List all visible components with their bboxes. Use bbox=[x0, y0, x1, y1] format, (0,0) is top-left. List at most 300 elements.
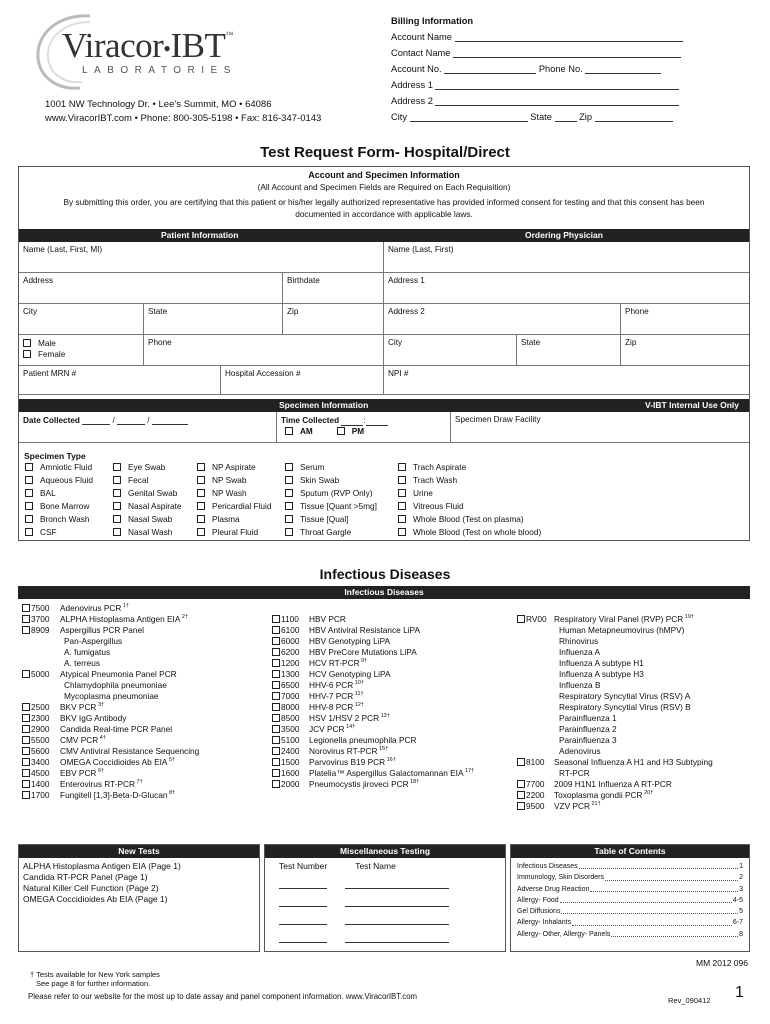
internal-use-header: V-IBT Internal Use Only bbox=[645, 400, 739, 410]
toc-name: Infectious Diseases bbox=[517, 863, 578, 870]
test-code: 5000 bbox=[31, 669, 50, 679]
test-item bbox=[272, 735, 474, 746]
test-name: HSV 1/HSV 2 PCR bbox=[309, 713, 380, 723]
specimen-checkbox[interactable] bbox=[285, 463, 293, 471]
consent-line1: By submitting this order, you are certifying that this patient or his/her legally authorized representative has provided informed consent for testing and that this consent has been bbox=[63, 197, 705, 207]
address2-field[interactable] bbox=[435, 96, 679, 106]
city-field[interactable] bbox=[410, 112, 528, 122]
specimen-checkbox[interactable] bbox=[197, 502, 205, 510]
test-footnote: 10† bbox=[353, 680, 364, 687]
test-code: 1400 bbox=[31, 779, 50, 789]
toc-item bbox=[517, 895, 743, 906]
test-checkbox[interactable] bbox=[22, 758, 30, 766]
misc-test-name-field[interactable] bbox=[345, 915, 449, 925]
specimen-type-item bbox=[113, 487, 182, 500]
test-checkbox[interactable] bbox=[272, 615, 280, 623]
account-specimen-box bbox=[18, 166, 750, 541]
test-checkbox[interactable] bbox=[22, 725, 30, 733]
physician-phone-field[interactable] bbox=[621, 304, 749, 335]
specimen-type-label: Serum bbox=[300, 462, 325, 472]
patient-phone-label: Phone bbox=[148, 338, 172, 347]
patient-name-field[interactable] bbox=[19, 242, 384, 273]
specimen-type-item bbox=[113, 461, 182, 474]
specimen-type-label: BAL bbox=[40, 488, 56, 498]
infectious-title: Infectious Diseases bbox=[319, 566, 451, 582]
page-number: 1 bbox=[735, 984, 744, 1001]
specimen-type-item bbox=[113, 526, 182, 539]
test-item bbox=[272, 680, 474, 691]
birthdate-label: Birthdate bbox=[287, 276, 320, 285]
test-name: Parainfluenza 2 bbox=[559, 724, 617, 734]
test-name: HHV-8 PCR bbox=[309, 702, 354, 712]
specimen-type-item bbox=[398, 487, 541, 500]
toc-name: Gel Diffusions bbox=[517, 908, 561, 916]
specimen-checkbox[interactable] bbox=[285, 502, 293, 510]
test-footnote: 13† bbox=[379, 713, 390, 720]
specimen-type-item bbox=[285, 500, 377, 513]
test-item bbox=[272, 779, 474, 790]
test-code: 6000 bbox=[281, 636, 300, 646]
test-name: JCV PCR bbox=[309, 724, 345, 734]
test-checkbox[interactable] bbox=[517, 615, 525, 623]
test-checkbox[interactable] bbox=[22, 780, 30, 788]
test-checkbox[interactable] bbox=[272, 637, 280, 645]
test-item bbox=[22, 614, 199, 625]
physician-name-label: Name (Last, First) bbox=[388, 245, 454, 254]
test-footnote: 17† bbox=[463, 768, 475, 775]
specimen-type-label: Eye Swab bbox=[128, 462, 166, 472]
specimen-type-item bbox=[285, 461, 377, 474]
draw-facility-label: Specimen Draw Facility bbox=[455, 415, 541, 424]
specimen-type-item bbox=[25, 526, 93, 539]
test-checkbox[interactable] bbox=[272, 692, 280, 700]
test-item bbox=[272, 724, 474, 735]
specimen-checkbox[interactable] bbox=[398, 476, 406, 484]
test-checkbox[interactable] bbox=[272, 714, 280, 722]
specimen-type-item bbox=[197, 487, 271, 500]
test-checkbox[interactable] bbox=[22, 604, 30, 612]
test-code: 2500 bbox=[31, 702, 50, 712]
patient-city-label: City bbox=[23, 307, 38, 316]
logo bbox=[28, 12, 278, 92]
address1-label: Address 1 bbox=[391, 80, 433, 90]
physician-address2-label: Address 2 bbox=[388, 307, 425, 316]
patient-zip-label: Zip bbox=[287, 307, 299, 316]
specimen-type-label: Trach Aspirate bbox=[413, 462, 467, 472]
infectious-col1 bbox=[22, 603, 199, 801]
misc-test-name-field[interactable] bbox=[345, 879, 449, 889]
patient-state-field[interactable] bbox=[144, 304, 283, 335]
test-checkbox[interactable] bbox=[272, 747, 280, 755]
specimen-type-label: NP Aspirate bbox=[212, 462, 256, 472]
female-label: Female bbox=[38, 350, 66, 359]
test-name: VZV PCR bbox=[554, 801, 590, 811]
patient-city-field[interactable] bbox=[19, 304, 144, 335]
time-collected-field[interactable]: Time Collected : AM PM bbox=[277, 412, 451, 443]
test-item bbox=[517, 735, 713, 746]
toc-dots bbox=[605, 872, 738, 880]
logo-main: Viracor bbox=[62, 26, 164, 65]
test-name: Parvovirus B19 PCR bbox=[309, 757, 386, 767]
test-checkbox[interactable] bbox=[517, 780, 525, 788]
patient-state-label: State bbox=[148, 307, 168, 316]
test-code: 8100 bbox=[526, 757, 545, 767]
patient-phone-field[interactable] bbox=[144, 335, 384, 366]
test-checkbox[interactable] bbox=[272, 626, 280, 634]
specimen-checkbox[interactable] bbox=[197, 489, 205, 497]
specimen-type-item bbox=[197, 513, 271, 526]
misc-entry-row bbox=[279, 889, 505, 907]
new-test-item: Natural Killer Cell Function (Page 2) bbox=[23, 883, 159, 893]
specimen-checkbox[interactable] bbox=[25, 463, 33, 471]
test-item bbox=[517, 680, 713, 691]
test-code: 3400 bbox=[31, 757, 50, 767]
test-checkbox[interactable] bbox=[22, 626, 30, 634]
toc-dots bbox=[572, 917, 732, 925]
test-name: Pan-Aspergillus bbox=[64, 636, 123, 646]
specimen-checkbox[interactable] bbox=[113, 489, 121, 497]
address2-label: Address 2 bbox=[391, 96, 433, 106]
test-footnote: 1† bbox=[121, 603, 129, 610]
test-checkbox[interactable] bbox=[272, 670, 280, 678]
test-code: 1200 bbox=[281, 658, 300, 668]
test-item bbox=[22, 603, 199, 614]
test-name: Influenza B bbox=[559, 680, 601, 690]
toc-page: 1 bbox=[739, 863, 743, 870]
physician-zip-field[interactable] bbox=[621, 335, 749, 366]
specimen-checkbox[interactable] bbox=[398, 489, 406, 497]
misc-entry-row bbox=[279, 925, 505, 943]
test-item bbox=[272, 702, 474, 713]
toc-page: 3 bbox=[739, 885, 743, 893]
test-checkbox[interactable] bbox=[272, 780, 280, 788]
specimen-type-label: Bronch Wash bbox=[40, 514, 90, 524]
specimen-type-item bbox=[285, 474, 377, 487]
test-name: Parainfluenza 1 bbox=[559, 713, 617, 723]
sex-field bbox=[19, 335, 144, 366]
test-item bbox=[517, 658, 713, 669]
test-footnote: 5† bbox=[167, 757, 176, 764]
specimen-type-label: Tissue [Qual] bbox=[300, 514, 349, 524]
specimen-checkbox[interactable] bbox=[113, 476, 121, 484]
test-code: 8909 bbox=[31, 625, 50, 635]
test-checkbox[interactable] bbox=[22, 791, 30, 799]
toc-name: Adverse Drug Reaction bbox=[517, 885, 590, 893]
specimen-checkbox[interactable] bbox=[25, 489, 33, 497]
misc-entry-row bbox=[279, 907, 505, 925]
test-checkbox[interactable] bbox=[272, 736, 280, 744]
test-code: 3500 bbox=[281, 724, 300, 734]
test-code: 5500 bbox=[31, 735, 50, 745]
test-checkbox[interactable] bbox=[517, 802, 525, 810]
physician-state-field[interactable] bbox=[517, 335, 621, 366]
specimen-checkbox[interactable] bbox=[398, 528, 406, 536]
new-tests-list bbox=[19, 858, 259, 908]
toc-header: Table of Contents bbox=[594, 846, 666, 856]
specimen-col2 bbox=[113, 461, 182, 539]
new-test-item: Candida RT-PCR Panel (Page 1) bbox=[23, 872, 148, 882]
test-item bbox=[517, 713, 713, 724]
test-item bbox=[22, 779, 199, 790]
toc-dots bbox=[590, 884, 738, 892]
mrn-field[interactable] bbox=[19, 366, 221, 395]
npi-field[interactable] bbox=[384, 366, 749, 395]
test-name: Enterovirus RT-PCR bbox=[60, 779, 135, 789]
specimen-type-item bbox=[25, 474, 93, 487]
specimen-checkbox[interactable] bbox=[285, 515, 293, 523]
address1-field[interactable] bbox=[435, 80, 679, 90]
birthdate-field[interactable] bbox=[283, 273, 384, 304]
physician-address1-label: Address 1 bbox=[388, 276, 425, 285]
zip-field[interactable] bbox=[595, 112, 673, 122]
test-code: 1500 bbox=[281, 757, 300, 767]
state-field[interactable] bbox=[555, 112, 577, 122]
specimen-checkbox[interactable] bbox=[398, 463, 406, 471]
specimen-type-label: Pericardial Fluid bbox=[212, 501, 272, 511]
test-item bbox=[22, 669, 199, 680]
specimen-checkbox[interactable] bbox=[113, 502, 121, 510]
phone-no-field[interactable] bbox=[585, 64, 661, 74]
test-item bbox=[272, 768, 474, 779]
specimen-checkbox[interactable] bbox=[285, 528, 293, 536]
physician-zip-label: Zip bbox=[625, 338, 637, 347]
specimen-checkbox[interactable] bbox=[398, 502, 406, 510]
test-name: HHV-6 PCR bbox=[309, 680, 354, 690]
misc-lines bbox=[265, 871, 505, 943]
logo-sub: LABORATORIES bbox=[82, 65, 237, 76]
misc-test-number-field[interactable] bbox=[279, 897, 327, 907]
toc-page: 2 bbox=[739, 874, 743, 882]
female-checkbox[interactable] bbox=[23, 350, 31, 358]
test-item bbox=[272, 691, 474, 702]
test-footnote: 11† bbox=[353, 691, 364, 698]
specimen-checkbox[interactable] bbox=[197, 528, 205, 536]
new-test-item: ALPHA Histoplasma Antigen EIA (Page 1) bbox=[23, 861, 181, 871]
test-name-label: Test Name bbox=[355, 861, 396, 871]
toc-name: Allergy- Inhalants bbox=[517, 919, 572, 927]
test-code: 6100 bbox=[281, 625, 300, 635]
test-name: Legionella pneumophila PCR bbox=[309, 735, 417, 745]
test-checkbox[interactable] bbox=[272, 758, 280, 766]
misc-testing-box bbox=[264, 844, 506, 952]
test-item bbox=[517, 724, 713, 735]
accession-field[interactable] bbox=[221, 366, 384, 395]
test-item bbox=[517, 625, 713, 636]
misc-header: Miscellaneous Testing bbox=[339, 846, 431, 856]
test-item bbox=[22, 680, 199, 691]
misc-test-name-field[interactable] bbox=[345, 933, 449, 943]
mm-code: MM 2012 096 bbox=[696, 958, 748, 968]
test-name: Adenovirus PCR bbox=[60, 603, 122, 613]
test-code: 4500 bbox=[31, 768, 50, 778]
specimen-type-label: Genital Swab bbox=[128, 488, 178, 498]
test-name: Influenza A subtype H3 bbox=[559, 669, 644, 679]
account-name-field[interactable] bbox=[455, 32, 683, 42]
address-line2: www.ViracorIBT.com • Phone: 800-305-5198 • Fax: 816-347-0143 bbox=[45, 113, 322, 124]
specimen-checkbox[interactable] bbox=[285, 489, 293, 497]
test-code: 7000 bbox=[281, 691, 300, 701]
misc-test-number-field[interactable] bbox=[279, 879, 327, 889]
specimen-checkbox[interactable] bbox=[25, 476, 33, 484]
test-item bbox=[272, 636, 474, 647]
physician-name-field[interactable] bbox=[384, 242, 749, 273]
test-item bbox=[517, 746, 713, 757]
misc-test-name-field[interactable] bbox=[345, 897, 449, 907]
account-name-label: Account Name bbox=[391, 32, 452, 42]
date-collected-label: Date Collected bbox=[23, 416, 80, 425]
misc-test-number-field[interactable] bbox=[279, 933, 327, 943]
specimen-checkbox[interactable] bbox=[25, 528, 33, 536]
specimen-checkbox[interactable] bbox=[113, 528, 121, 536]
pm-checkbox[interactable] bbox=[337, 427, 345, 435]
test-checkbox[interactable] bbox=[22, 615, 30, 623]
test-code: 1600 bbox=[281, 768, 300, 778]
physician-address1-field[interactable] bbox=[384, 273, 749, 304]
test-footnote: 3† bbox=[96, 702, 105, 709]
am-checkbox[interactable] bbox=[285, 427, 293, 435]
test-footnote: 15† bbox=[377, 746, 389, 753]
footnote1: † Tests available for New York samples bbox=[30, 970, 160, 979]
new-tests-box bbox=[18, 844, 260, 952]
specimen-col1 bbox=[25, 461, 93, 539]
test-code: 7700 bbox=[526, 779, 545, 789]
specimen-checkbox[interactable] bbox=[113, 463, 121, 471]
test-name: Influenza A subtype H1 bbox=[559, 658, 644, 668]
test-name: Parainfluenza 3 bbox=[559, 735, 617, 745]
test-item bbox=[517, 779, 713, 790]
test-checkbox[interactable] bbox=[272, 769, 280, 777]
test-code: 8500 bbox=[281, 713, 300, 723]
account-no-field[interactable] bbox=[444, 64, 536, 74]
test-item bbox=[272, 669, 474, 680]
patient-address-field[interactable] bbox=[19, 273, 283, 304]
specimen-checkbox[interactable] bbox=[25, 515, 33, 523]
test-checkbox[interactable] bbox=[22, 736, 30, 744]
test-item bbox=[22, 636, 199, 647]
test-checkbox[interactable] bbox=[22, 714, 30, 722]
test-name: Fungitell [1,3]-Beta-D-Glucan bbox=[60, 790, 168, 800]
test-name: Pneumocystis jiroveci PCR bbox=[309, 779, 409, 789]
specimen-checkbox[interactable] bbox=[285, 476, 293, 484]
test-footnote: 14† bbox=[344, 724, 356, 731]
test-checkbox[interactable] bbox=[517, 758, 525, 766]
physician-state-label: State bbox=[521, 338, 541, 347]
specimen-col5 bbox=[398, 461, 541, 539]
billing-section bbox=[391, 16, 691, 128]
test-code: RV00 bbox=[526, 614, 547, 624]
test-name: ALPHA Histoplasma Antigen EIA bbox=[60, 614, 181, 624]
accession-label: Hospital Accession # bbox=[225, 369, 301, 378]
specimen-type-item bbox=[398, 500, 541, 513]
npi-label: NPI # bbox=[388, 369, 409, 378]
specimen-type-item bbox=[25, 461, 93, 474]
toc-item bbox=[517, 861, 743, 872]
test-name: HHV-7 PCR bbox=[309, 691, 354, 701]
test-checkbox[interactable] bbox=[517, 791, 525, 799]
test-name: HBV Antiviral Resistance LiPA bbox=[309, 625, 420, 635]
specimen-type-label: Skin Swab bbox=[300, 475, 340, 485]
specimen-type-label: Urine bbox=[413, 488, 433, 498]
test-name: Influenza A bbox=[559, 647, 601, 657]
physician-city-field[interactable] bbox=[384, 335, 517, 366]
toc-list bbox=[511, 858, 749, 943]
specimen-checkbox[interactable] bbox=[197, 476, 205, 484]
specimen-type-label: Whole Blood (Test on plasma) bbox=[413, 514, 524, 524]
test-item bbox=[517, 614, 713, 625]
test-checkbox[interactable] bbox=[272, 703, 280, 711]
test-code: 6500 bbox=[281, 680, 300, 690]
test-item bbox=[272, 625, 474, 636]
specimen-type-item bbox=[197, 474, 271, 487]
test-footnote: 9† bbox=[359, 658, 368, 665]
date-collected-field[interactable]: Date Collected / / bbox=[19, 412, 277, 443]
test-item bbox=[517, 790, 713, 801]
toc-page: 8 bbox=[739, 930, 743, 938]
test-item bbox=[517, 768, 713, 779]
draw-facility-field[interactable] bbox=[451, 412, 749, 443]
physician-phone-label: Phone bbox=[625, 307, 649, 316]
test-checkbox[interactable] bbox=[22, 747, 30, 755]
test-footnote: 4† bbox=[98, 735, 106, 742]
test-footnote: 2† bbox=[180, 614, 189, 621]
test-name: Aspergillus PCR Panel bbox=[60, 625, 144, 635]
account-no-label: Account No. bbox=[391, 64, 442, 74]
specimen-checkbox[interactable] bbox=[113, 515, 121, 523]
test-footnote: 7† bbox=[135, 779, 143, 786]
specimen-type-item bbox=[113, 474, 182, 487]
logo-ibt: IBT bbox=[170, 26, 226, 65]
test-checkbox[interactable] bbox=[22, 670, 30, 678]
test-item bbox=[517, 669, 713, 680]
test-checkbox[interactable] bbox=[272, 648, 280, 656]
test-name: HBV Genotyping LiPA bbox=[309, 636, 391, 646]
test-item bbox=[272, 647, 474, 658]
state-label: State bbox=[530, 112, 552, 122]
test-item bbox=[517, 757, 713, 768]
test-checkbox[interactable] bbox=[272, 725, 280, 733]
contact-name-field[interactable] bbox=[453, 48, 681, 58]
physician-address2-field[interactable] bbox=[384, 304, 621, 335]
specimen-checkbox[interactable] bbox=[25, 502, 33, 510]
test-name: EBV PCR bbox=[60, 768, 97, 778]
test-checkbox[interactable] bbox=[272, 681, 280, 689]
test-footnote: 21† bbox=[589, 801, 601, 808]
test-item bbox=[272, 713, 474, 724]
specimen-type-item bbox=[113, 513, 182, 526]
male-checkbox[interactable] bbox=[23, 339, 31, 347]
misc-test-number-field[interactable] bbox=[279, 915, 327, 925]
specimen-checkbox[interactable] bbox=[197, 463, 205, 471]
test-name: Respiratory Syncytial Virus (RSV) A bbox=[559, 691, 691, 701]
specimen-type-label: Tissue [Quant >5mg] bbox=[300, 501, 377, 511]
misc-entry-row bbox=[279, 871, 505, 889]
specimen-col3 bbox=[197, 461, 271, 539]
specimen-checkbox[interactable] bbox=[398, 515, 406, 523]
specimen-type-label: Bone Marrow bbox=[40, 501, 90, 511]
patient-address-label: Address bbox=[23, 276, 54, 285]
toc-name: Immunology, Skin Disorders bbox=[517, 874, 605, 882]
test-checkbox[interactable] bbox=[272, 659, 280, 667]
specimen-type-label: Nasal Wash bbox=[128, 527, 173, 537]
test-code: 2900 bbox=[31, 724, 50, 734]
patient-zip-field[interactable] bbox=[283, 304, 384, 335]
specimen-type-item bbox=[398, 474, 541, 487]
test-item bbox=[517, 691, 713, 702]
specimen-checkbox[interactable] bbox=[197, 515, 205, 523]
test-checkbox[interactable] bbox=[22, 769, 30, 777]
test-checkbox[interactable] bbox=[22, 703, 30, 711]
specimen-col4 bbox=[285, 461, 377, 539]
